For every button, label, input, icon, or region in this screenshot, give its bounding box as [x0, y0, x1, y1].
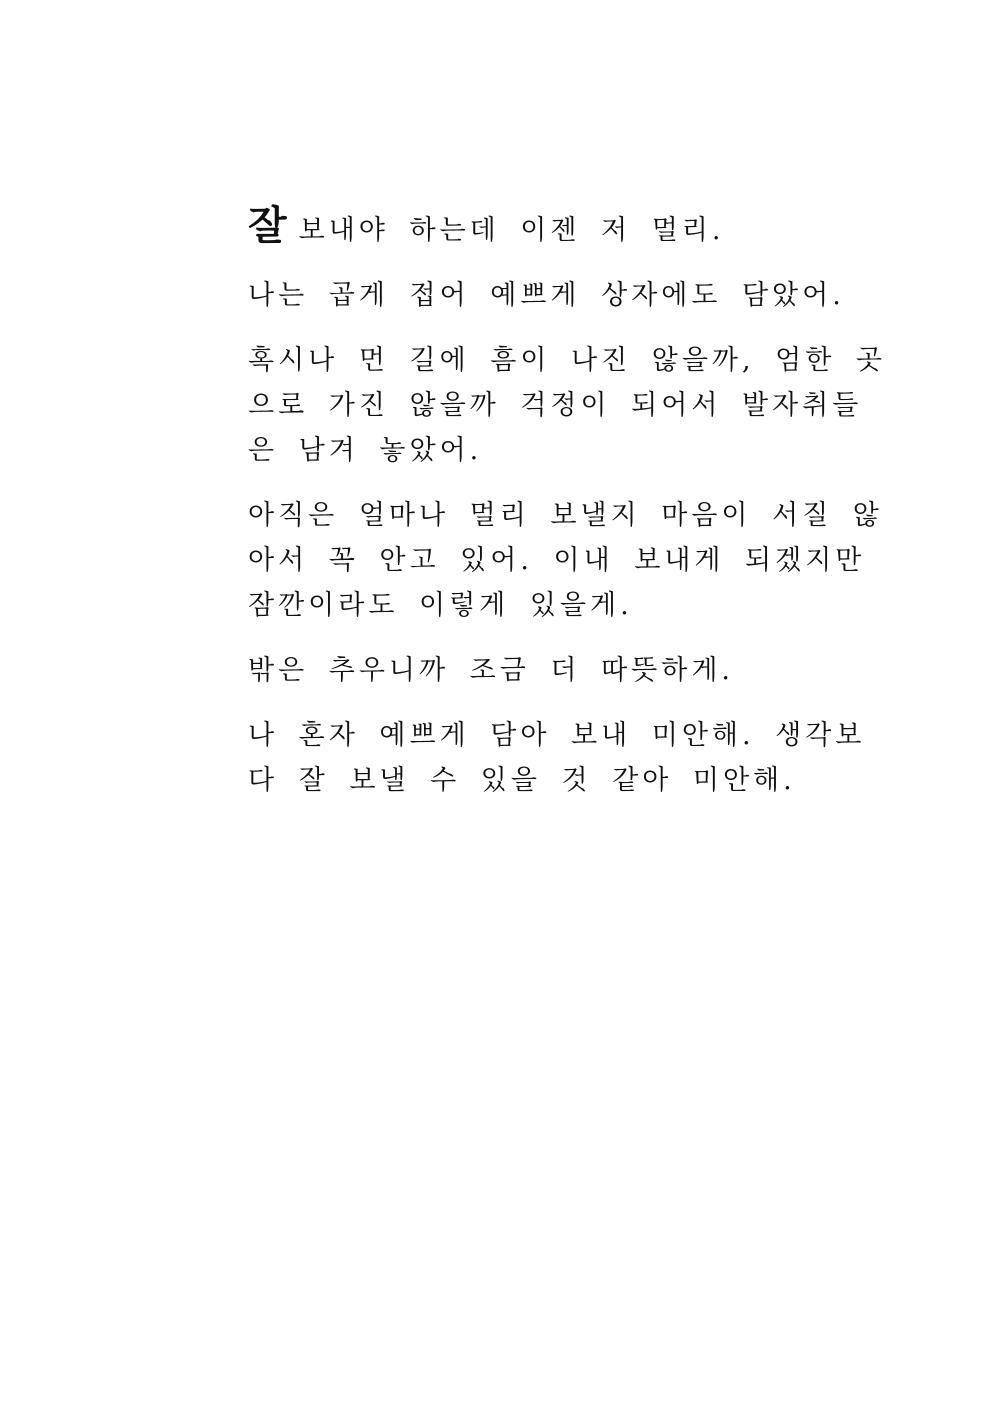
lead-word: 잘 — [248, 203, 287, 249]
line-text: 다 잘 보낼 수 있을 것 같아 미안해. — [248, 765, 796, 796]
line-text: 잠깐이라도 이렇게 있을게. — [248, 590, 633, 621]
paragraph-2 — [248, 273, 845, 318]
line-text: 은 남겨 놓았어. — [248, 435, 483, 466]
line-text: 아직은 얼마나 멀리 보낼지 마음이 서질 않 — [248, 500, 883, 531]
paragraph-4 — [248, 493, 883, 628]
paragraph-5 — [248, 648, 808, 693]
line-text: 보내야 하는데 이젠 저 멀리. — [298, 215, 725, 246]
line-text: 으로 가진 않을까 걱정이 되어서 발자취들 — [248, 390, 863, 421]
line-text: 나 혼자 예쁘게 담아 보내 미안해. 생각보 — [248, 720, 866, 751]
paragraph-3 — [248, 338, 886, 473]
line-text: 혹시나 먼 길에 흠이 나진 않을까, 엄한 곳 — [248, 345, 886, 376]
line-text: 밖은 추우니까 조금 더 따뜻하게. — [248, 655, 734, 686]
paragraph-1 — [248, 204, 808, 253]
paragraph-1-line-1 — [248, 204, 808, 253]
line-text: 아서 꼭 안고 있어. 이내 보내게 되겠지만 — [248, 545, 866, 576]
text-body — [248, 203, 886, 823]
line-text: 나는 곱게 접어 예쁘게 상자에도 담았어. — [248, 280, 845, 311]
paragraph-6 — [248, 713, 866, 803]
